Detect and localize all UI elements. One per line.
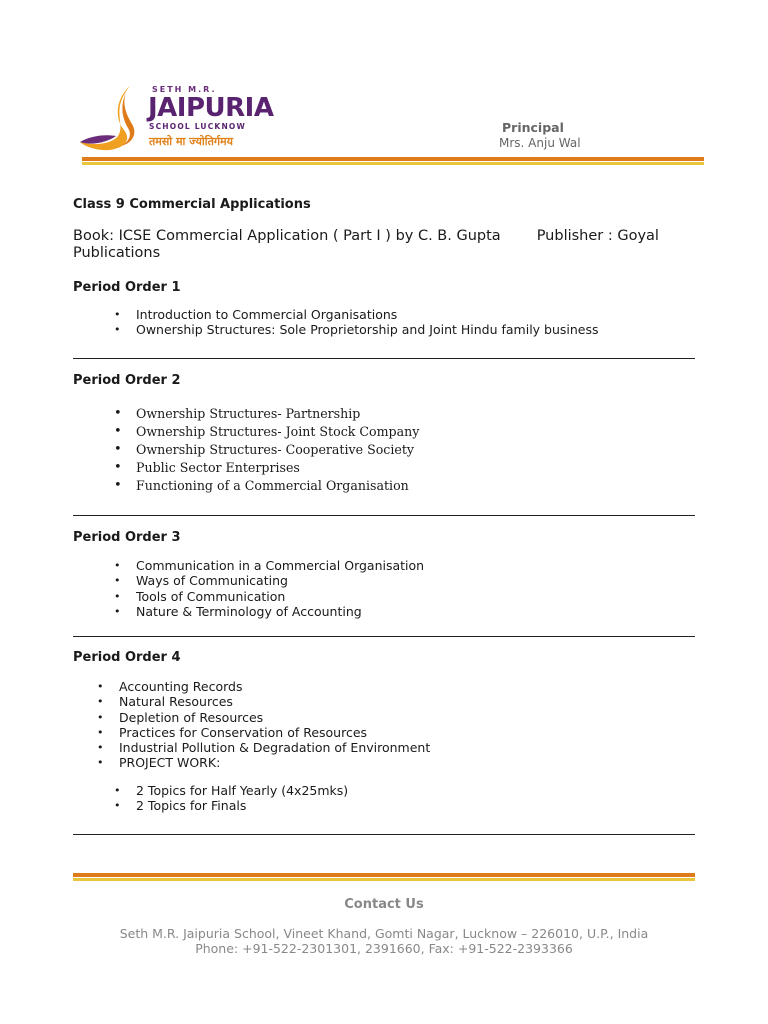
period-title: Period Order 1 (73, 280, 181, 295)
footer-band-gold (73, 878, 695, 881)
list-item: • Public Sector Enterprises (114, 459, 419, 477)
list-item: • Communication in a Commercial Organisation (114, 558, 424, 573)
header-band-gold (82, 162, 704, 165)
footer-address: Seth M.R. Jaipuria School, Vineet Khand, Gomti Nagar, Lucknow – 226010, U.P., India (119, 926, 649, 941)
list-item: • Functioning of a Commercial Organisation (114, 477, 419, 495)
period-2-list (114, 405, 419, 495)
list-item: • 2 Topics for Half Yearly (4x25mks) (114, 783, 348, 798)
period-3-list (114, 558, 424, 619)
period-title: Period Order 3 (73, 530, 181, 545)
class-title: Class 9 Commercial Applications (73, 197, 311, 212)
header-band-orange (82, 157, 704, 161)
period-title: Period Order 4 (73, 650, 181, 665)
period-4-list (97, 679, 430, 771)
footer-band-orange (73, 873, 695, 877)
project-work-list (114, 783, 348, 814)
list-item: • 2 Topics for Finals (114, 798, 348, 813)
list-item: • Accounting Records (97, 679, 430, 694)
publisher-text: Publisher : Goyal Publications (73, 228, 659, 261)
principal-name: Mrs. Anju Wal (499, 136, 581, 150)
list-item: • Ownership Structures- Cooperative Society (114, 441, 419, 459)
list-item: • Introduction to Commercial Organisations (114, 307, 599, 322)
logo-motto-text: तमसो मा ज्योतिर्गमय (149, 135, 234, 148)
list-item: • Depletion of Resources (97, 710, 430, 725)
logo-sub-text: SCHOOL LUCKNOW (149, 122, 246, 131)
book-line (73, 228, 673, 262)
list-item: • Ways of Communicating (114, 573, 424, 588)
list-item: • Ownership Structures- Joint Stock Company (114, 423, 419, 441)
list-item: • Nature & Terminology of Accounting (114, 604, 424, 619)
list-item: • Practices for Conservation of Resources (97, 725, 430, 740)
list-item: • Tools of Communication (114, 589, 424, 604)
logo-name-text: JAIPURIA (148, 93, 274, 123)
list-item: • PROJECT WORK: (97, 755, 430, 770)
principal-label: Principal (502, 120, 564, 135)
list-item: • Industrial Pollution & Degradation of Environment (97, 740, 430, 755)
list-item: • Natural Resources (97, 694, 430, 709)
list-item: • Ownership Structures- Partnership (114, 405, 419, 423)
section-divider (73, 834, 695, 835)
period-title: Period Order 2 (73, 373, 181, 388)
footer-phone: Phone: +91-522-2301301, 2391660, Fax: +91-522-2393366 (195, 941, 573, 956)
contact-title: Contact Us (344, 897, 424, 912)
section-divider (73, 358, 695, 359)
book-text: Book: ICSE Commercial Application ( Part I ) by C. B. Gupta (73, 228, 501, 244)
logo-seth-text: SETH M.R. (152, 85, 217, 94)
section-divider (73, 515, 695, 516)
period-1-list (114, 307, 599, 338)
section-divider (73, 636, 695, 637)
list-item: • Ownership Structures: Sole Proprietorship and Joint Hindu family business (114, 322, 599, 337)
